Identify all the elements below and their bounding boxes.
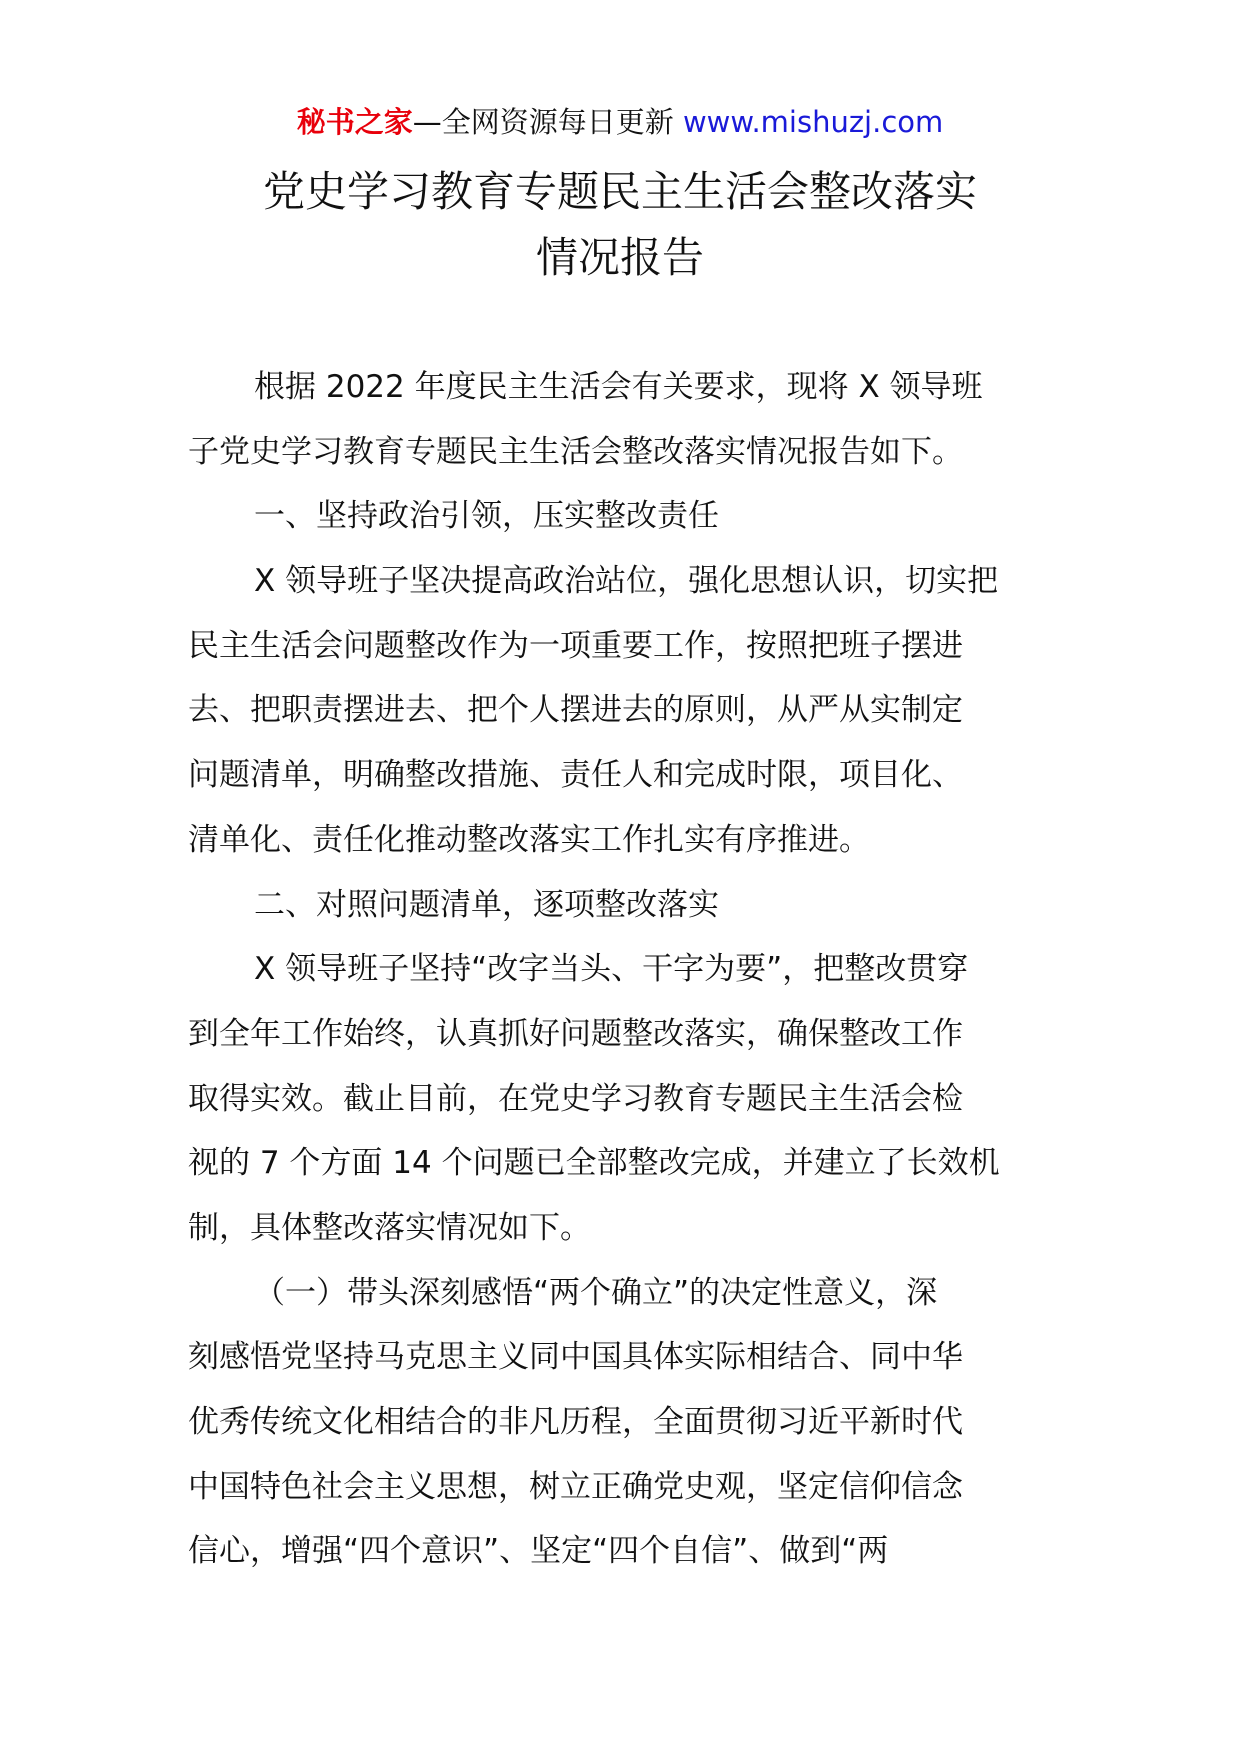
- document-body: [188, 355, 1068, 1584]
- paragraph-subsection-1-line: （一）带头深刻感悟“两个确立”的决定性意义，深: [254, 1274, 938, 1311]
- paragraph-section-1-line: 去、把职责摆进去、把个人摆进去的原则，从严从实制定: [188, 692, 963, 729]
- paragraph-section-1-line: 民主生活会问题整改作为一项重要工作，按照把班子摆进: [188, 627, 963, 664]
- brand-name: 秘书之家: [296, 105, 413, 139]
- paragraph-subsection-1-line: 刻感悟党坚持马克思主义同中国具体实际相结合、同中华: [188, 1339, 963, 1376]
- paragraph-subsection-1-line: 中国特色社会主义思想，树立正确党史观，坚定信仰信念: [188, 1468, 963, 1505]
- paragraph-subsection-1-line: 信心，增强“四个意识”、坚定“四个自信”、做到“两: [188, 1533, 889, 1570]
- paragraph-subsection-1-line: 优秀传统文化相结合的非凡历程，全面贯彻习近平新时代: [188, 1404, 963, 1440]
- site-url[interactable]: www.mishuzj.com: [682, 105, 944, 139]
- header-slogan: —全网资源每日更新: [412, 105, 683, 139]
- paragraph-section-2-line: 视的 7 个方面 14 个问题已全部整改完成，并建立了长效机: [188, 1145, 1000, 1182]
- paragraph-section-2-line: 到全年工作始终，认真抓好问题整改落实，确保整改工作: [188, 1015, 963, 1052]
- paragraph-intro-line: 根据 2022 年度民主生活会有关要求，现将 X 领导班: [254, 369, 983, 405]
- paragraph-section-1-line: 清单化、责任化推动整改落实工作扎实有序推进。: [188, 821, 870, 858]
- section-heading-2: 二、对照问题清单，逐项整改落实: [254, 886, 719, 923]
- paragraph-intro-line: 子党史学习教育专题民主生活会整改落实情况报告如下。: [188, 433, 963, 470]
- site-header: [0, 102, 1240, 142]
- paragraph-section-2-line: 取得实效。截止目前，在党史学习教育专题民主生活会检: [188, 1080, 963, 1117]
- paragraph-section-1-line: 问题清单，明确整改措施、责任人和完成时限，项目化、: [188, 757, 963, 794]
- paragraph-section-2-line: X 领导班子坚持“改字当头、干字为要”，把整改贯穿: [254, 951, 969, 988]
- document-title-line-1: 党史学习教育专题民主生活会整改落实: [262, 167, 977, 216]
- paragraph-section-1-line: X 领导班子坚决提高政治站位，强化思想认识，切实把: [254, 563, 999, 600]
- document-title-line-2: 情况报告: [535, 233, 704, 282]
- section-heading-1: 一、坚持政治引领，压实整改责任: [254, 498, 719, 535]
- paragraph-section-2-line: 制，具体整改落实情况如下。: [188, 1209, 591, 1246]
